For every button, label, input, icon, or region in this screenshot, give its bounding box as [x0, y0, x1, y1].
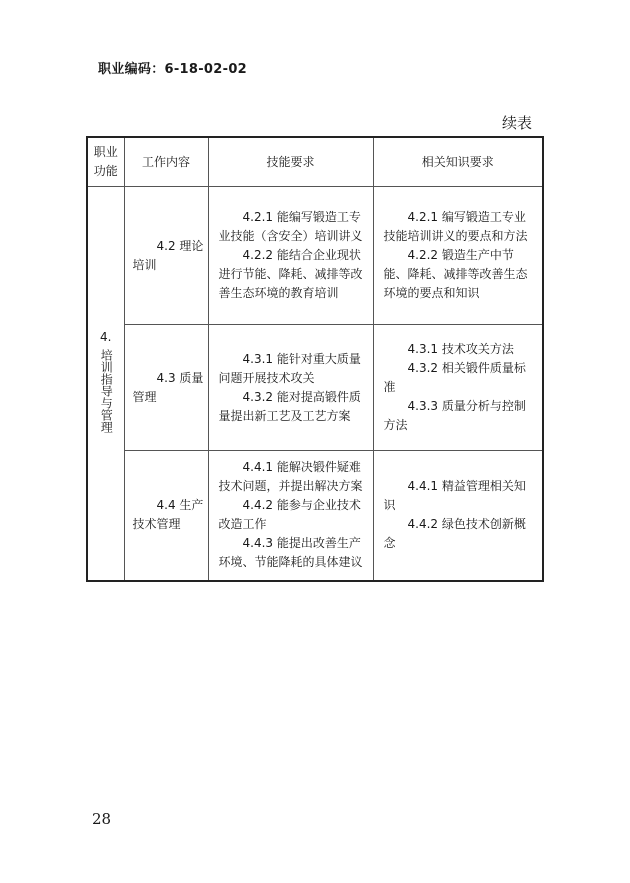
knowledge-item: 4.3.2 相关锻件质量标准 — [383, 361, 526, 394]
header-function: 职业功能 — [87, 137, 124, 187]
header-content: 工作内容 — [124, 137, 208, 187]
knowledge-cell — [373, 325, 543, 451]
skills-table — [86, 136, 544, 582]
table-header-row — [87, 137, 543, 187]
occupation-code: 职业编码：6-18-02-02 — [98, 62, 248, 77]
table-row — [87, 187, 543, 325]
knowledge-item: 4.2.2 锻造生产中节能、降耗、减排等改善生态环境的要点和知识 — [383, 248, 528, 300]
work-content: 4.3 质量管理 — [124, 325, 208, 451]
continued-label: 续表 — [501, 114, 532, 132]
skill-item: 4.4.3 能提出改善生产环境、节能降耗的具体建议 — [218, 536, 363, 570]
skill-item: 4.4.2 能参与企业技术改造工作 — [218, 498, 361, 532]
skill-item: 4.2.1 能编写锻造工专业技能（含安全）培训讲义 — [218, 210, 363, 243]
work-content: 4.2 理论培训 — [124, 187, 208, 325]
skill-item: 4.3.2 能对提高锻件质量提出新工艺及工艺方案 — [218, 389, 361, 423]
skill-item: 4.2.2 能结合企业现状进行节能、降耗、减排等改善生态环境的教育培训 — [218, 248, 363, 300]
skill-item: 4.3.1 能针对重大质量问题开展技术攻关 — [218, 351, 361, 385]
function-number: 4. — [100, 329, 112, 344]
table-row — [87, 325, 543, 451]
skills-cell — [208, 325, 373, 451]
knowledge-item: 4.3.1 技术攻关方法 — [407, 342, 514, 356]
knowledge-cell — [373, 187, 543, 325]
skill-item: 4.4.1 能解决锻件疑难技术问题，并提出解决方案 — [218, 460, 363, 494]
function-cell — [87, 187, 124, 581]
knowledge-item: 4.4.1 精益管理相关知识 — [383, 479, 526, 513]
table-row — [87, 451, 543, 581]
knowledge-item: 4.2.1 编写锻造工专业技能培训讲义的要点和方法 — [383, 210, 528, 243]
knowledge-item: 4.4.2 绿色技术创新概念 — [383, 517, 526, 551]
work-content: 4.4 生产技术管理 — [124, 451, 208, 581]
skills-cell — [208, 451, 373, 581]
page-number: 28 — [92, 810, 112, 828]
function-name: 培训指导与管理 — [99, 348, 114, 433]
skills-cell — [208, 187, 373, 325]
knowledge-cell — [373, 451, 543, 581]
header-knowledge: 相关知识要求 — [373, 137, 543, 187]
header-skills: 技能要求 — [208, 137, 373, 187]
knowledge-item: 4.3.3 质量分析与控制方法 — [383, 399, 526, 432]
